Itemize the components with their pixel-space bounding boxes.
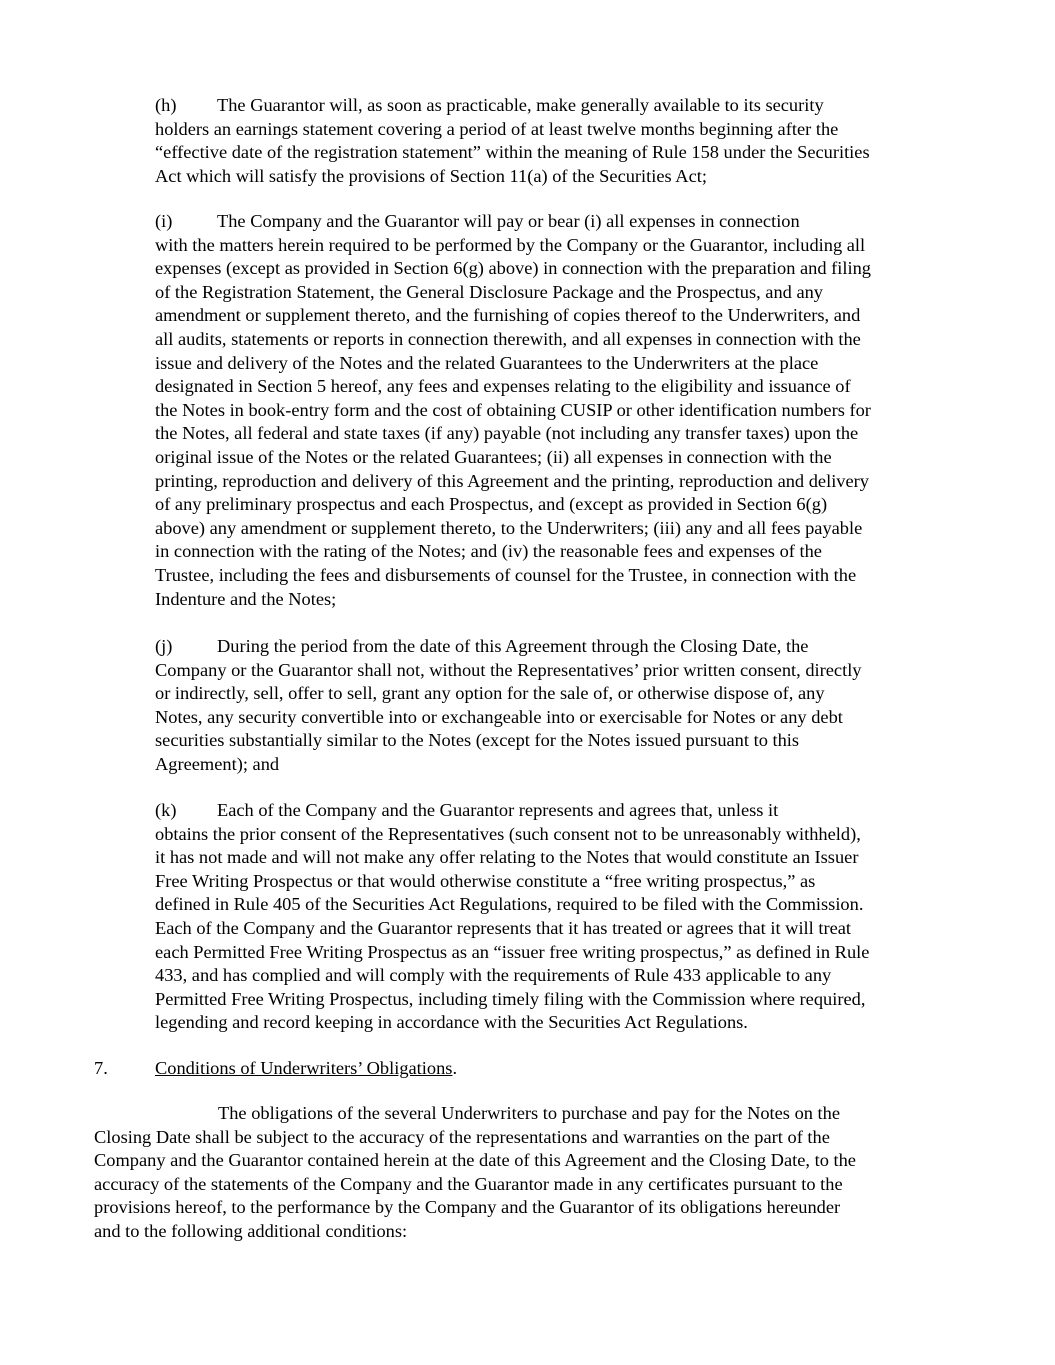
paragraph-line: in connection with the rating of the Notes; and (iv) the reasonable fees and expenses of the — [155, 541, 822, 562]
paragraph-i — [155, 210, 975, 611]
paragraph-line: issue and delivery of the Notes and the related Guarantees to the Underwriters at the place — [155, 352, 819, 373]
paragraph-line: Closing Date shall be subject to the accuracy of the representations and warranties on the part of the — [94, 1126, 830, 1147]
section-7-paragraph — [94, 1102, 974, 1244]
paragraph-line: original issue of the Notes or the related Guarantees; (ii) all expenses in connection with the — [155, 446, 832, 467]
paragraph-text: The Company and the Guarantor will pay or bear (i) all expenses in connection — [217, 211, 800, 231]
paragraph-marker: (h) — [155, 95, 177, 115]
paragraph-line — [93, 799, 975, 823]
paragraph-line — [93, 210, 975, 234]
paragraph-line: and to the following additional conditions: — [94, 1220, 408, 1241]
paragraph-line: Company or the Guarantor shall not, without the Representatives’ prior written consent, directly — [155, 659, 862, 680]
section-title: Conditions of Underwriters’ Obligations — [155, 1058, 453, 1078]
paragraph-line: expenses (except as provided in Section 6(g) above) in connection with the preparation and filing — [155, 258, 871, 279]
paragraph-j — [155, 635, 975, 777]
paragraph-line: with the matters herein required to be performed by the Company or the Guarantor, including all — [155, 234, 866, 255]
paragraph-line: securities substantially similar to the Notes (except for the Notes issued pursuant to this — [155, 730, 800, 751]
section-number: 7. — [94, 1058, 108, 1078]
paragraph-line: or indirectly, sell, offer to sell, grant any option for the sale of, or otherwise dispose of, any — [155, 683, 825, 704]
paragraph-line: the Notes, all federal and state taxes (if any) payable (not including any transfer taxes) upon the — [155, 423, 859, 444]
paragraph-line: above) any amendment or supplement thereto, to the Underwriters; (iii) any and all fees payable — [155, 517, 863, 538]
section-7-heading — [94, 1057, 457, 1081]
paragraph-line: accuracy of the statements of the Company and the Guarantor made in any certificates pursuant to the — [94, 1173, 843, 1194]
paragraph-h — [155, 94, 975, 188]
paragraph-line: of the Registration Statement, the General Disclosure Package and the Prospectus, and any — [155, 281, 823, 302]
paragraph-marker: (i) — [155, 211, 173, 231]
paragraph-line: defined in Rule 405 of the Securities Act Regulations, required to be filed with the Commission. — [155, 894, 864, 915]
paragraph-line — [93, 635, 975, 659]
paragraph-line: provisions hereof, to the performance by the Company and the Guarantor of its obligations hereunder — [94, 1197, 841, 1218]
paragraph-line: 433, and has complied and will comply with the requirements of Rule 433 applicable to any — [155, 965, 832, 986]
paragraph-line: it has not made and will not make any offer relating to the Notes that would constitute an Issuer — [155, 847, 859, 868]
paragraph-line: Trustee, including the fees and disbursements of counsel for the Trustee, in connection with the — [155, 564, 857, 585]
paragraph-line: Company and the Guarantor contained herein at the date of this Agreement and the Closing Date, to the — [94, 1150, 856, 1171]
paragraph-marker: (k) — [155, 800, 177, 820]
paragraph-line: legending and record keeping in accordance with the Securities Act Regulations. — [155, 1012, 748, 1033]
paragraph-line — [93, 94, 975, 118]
paragraph-line: Notes, any security convertible into or exchangeable into or exercisable for Notes or any debt — [155, 706, 843, 727]
paragraph-text: The Guarantor will, as soon as practicable, make generally available to its security — [217, 95, 824, 115]
paragraph-line: designated in Section 5 hereof, any fees and expenses relating to the eligibility and issuance of — [155, 376, 851, 397]
paragraph-line: Act which will satisfy the provisions of Section 11(a) of the Securities Act; — [155, 165, 707, 186]
paragraph-line: of any preliminary prospectus and each Prospectus, and (except as provided in Section 6(g) — [155, 494, 828, 515]
paragraph-line: Each of the Company and the Guarantor represents that it has treated or agrees that it will treat — [155, 917, 852, 938]
paragraph-line: printing, reproduction and delivery of this Agreement and the printing, reproduction and delivery — [155, 470, 869, 491]
paragraph-line — [94, 1102, 974, 1126]
paragraph-line: obtains the prior consent of the Representatives (such consent not to be unreasonably withheld), — [155, 823, 861, 844]
paragraph-text: The obligations of the several Underwriters to purchase and pay for the Notes on the — [218, 1103, 841, 1123]
paragraph-line: Indenture and the Notes; — [155, 588, 337, 609]
paragraph-line: Agreement); and — [155, 753, 280, 774]
paragraph-line: Free Writing Prospectus or that would otherwise constitute a “free writing prospectus,” as — [155, 870, 816, 891]
paragraph-marker: (j) — [155, 636, 173, 656]
paragraph-text: Each of the Company and the Guarantor represents and agrees that, unless it — [217, 800, 779, 820]
paragraph-text: During the period from the date of this Agreement through the Closing Date, the — [217, 636, 809, 656]
paragraph-line: all audits, statements or reports in connection therewith, and all expenses in connection with the — [155, 328, 861, 349]
paragraph-line: Permitted Free Writing Prospectus, including timely filing with the Commission where required, — [155, 988, 866, 1009]
paragraph-line: holders an earnings statement covering a period of at least twelve months beginning after the — [155, 118, 839, 139]
section-title-suffix: . — [452, 1058, 458, 1078]
paragraph-line: “effective date of the registration statement” within the meaning of Rule 158 under the Securities — [155, 142, 870, 163]
paragraph-line: each Permitted Free Writing Prospectus as an “issuer free writing prospectus,” as defined in Rule — [155, 941, 870, 962]
paragraph-line: amendment or supplement thereto, and the furnishing of copies thereof to the Underwriters, and — [155, 305, 861, 326]
paragraph-line: the Notes in book-entry form and the cost of obtaining CUSIP or other identification numbers for — [155, 399, 871, 420]
paragraph-k — [155, 799, 975, 1035]
